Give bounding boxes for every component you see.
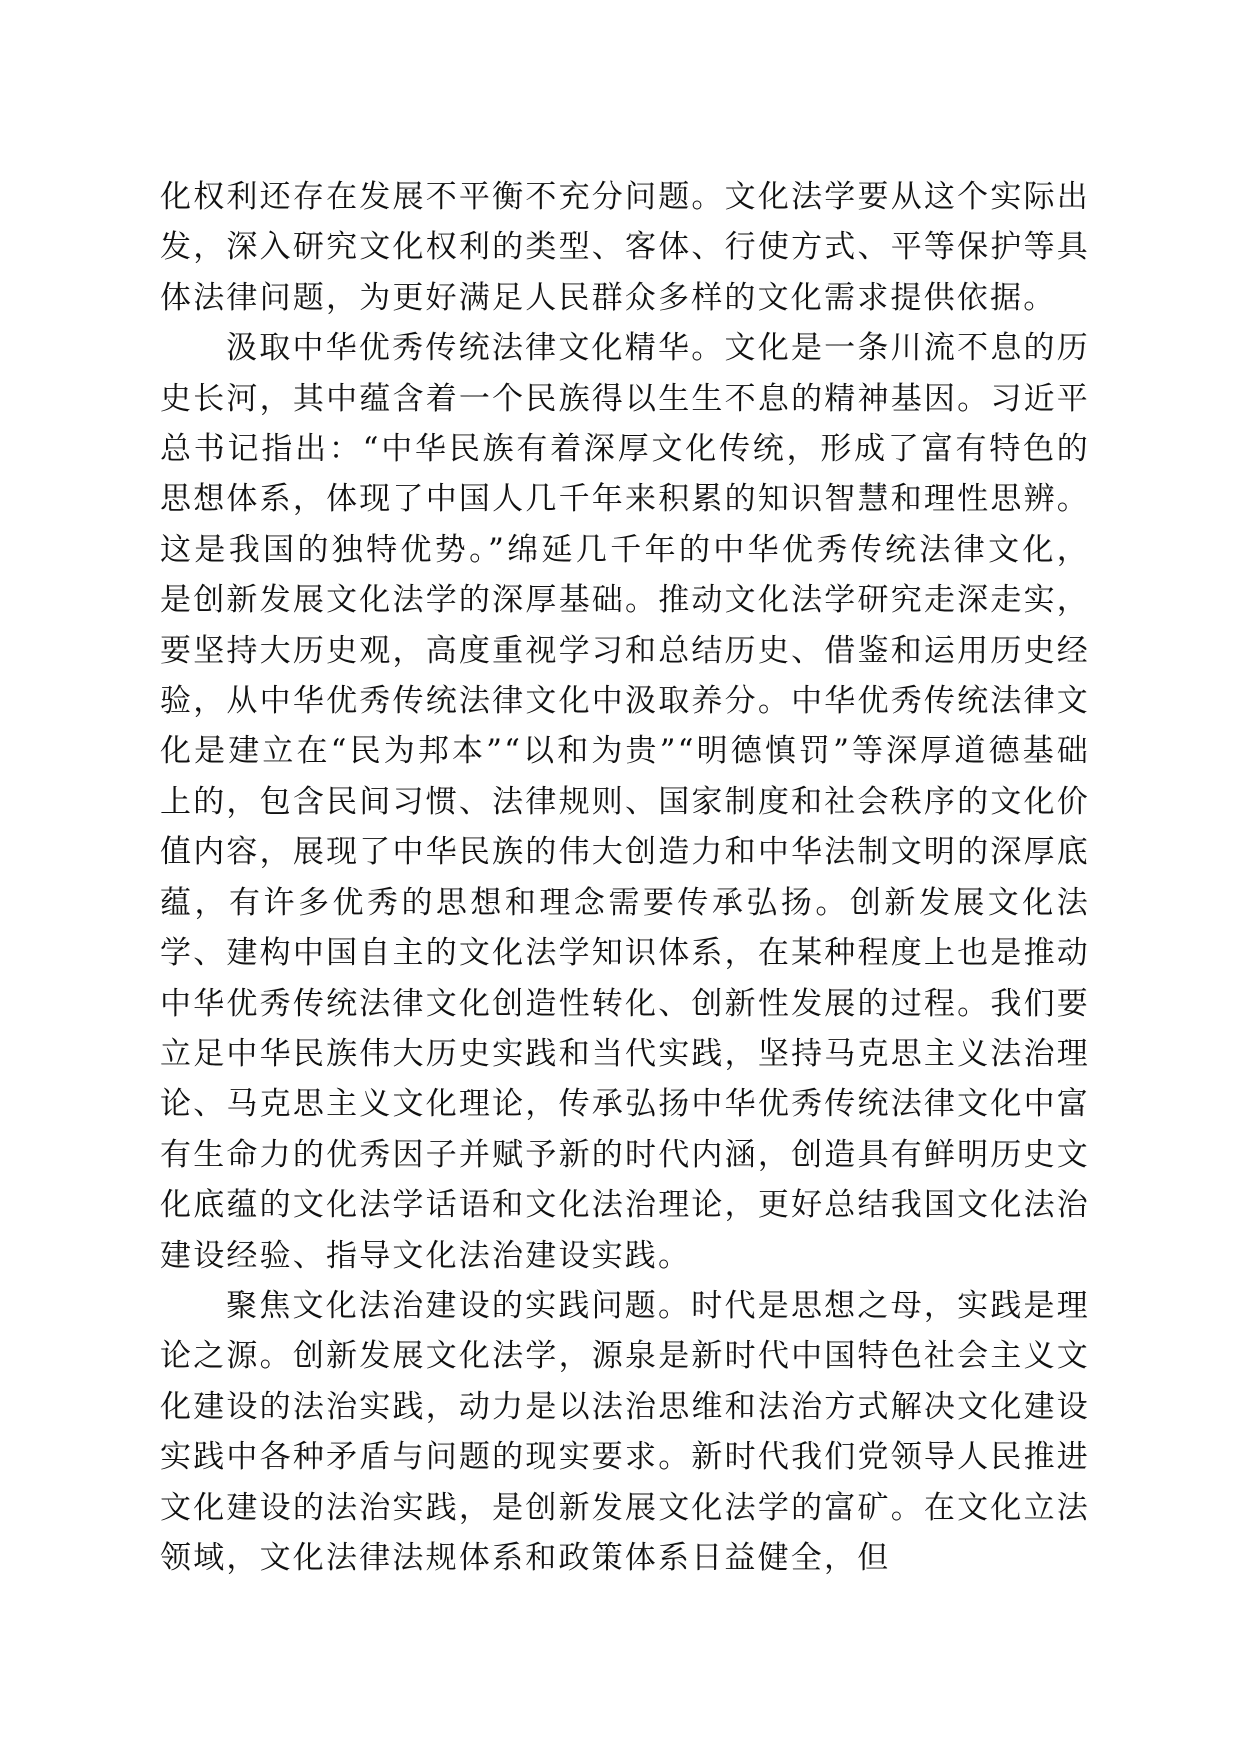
paragraph-cultural-rights: 化权利还存在发展不平衡不充分问题。文化法学要从这个实际出发，深入研究文化权利的类型、客体、行使方式、平等保护等具体法律问题，为更好满足人民群众多样的文化需求提供依据。 xyxy=(160,179,1090,316)
paragraph-traditional-legal-culture: 汲取中华优秀传统法律文化精华。文化是一条川流不息的历史长河，其中蕴含着一个民族得以生生不息的精神基因。习近平总书记指出：“中华民族有着深厚文化传统，形成了富有特色的思想体系，体现了中国人几千年来积累的知识智慧和理性思辨。这是我国的独特优势。”绵延几千年的中华优秀传统法律文化，是创新发展文化法学的深厚基础。推动文化法学研究走深走实，要坚持大历史观，高度重视学习和总结历史、借鉴和运用历史经验，从中华优秀传统法律文化中汲取养分。中华优秀传统法律文化是建立在“民为邦本”“以和为贵”“明德慎罚”等深厚道德基础上的，包含民间习惯、法律规则、国家制度和社会秩序的文化价值内容，展现了中华民族的伟大创造力和中华法制文明的深厚底蕴，有许多优秀的思想和理念需要传承弘扬。创新发展文化法学、建构中国自主的文化法学知识体系，在某种程度上也是推动中华优秀传统法律文化创造性转化、创新性发展的过程。我们要立足中华民族伟大历史实践和当代实践，坚持马克思主义法治理论、马克思主义文化理论，传承弘扬中华优秀传统法律文化中富有生命力的优秀因子并赋予新的时代内涵，创造具有鲜明历史文化底蕴的文化法学话语和文化法治理论，更好总结我国文化法治建设经验、指导文化法治建设实践。 xyxy=(160,330,1090,1274)
paragraph-rule-of-law-practice: 聚焦文化法治建设的实践问题。时代是思想之母，实践是理论之源。创新发展文化法学，源泉是新时代中国特色社会主义文化建设的法治实践，动力是以法治思维和法治方式解决文化建设实践中各种矛盾与问题的现实要求。新时代我们党领导人民推进文化建设的法治实践，是创新发展文化法学的富矿。在文化立法领域，文化法律法规体系和政策体系日益健全，但 xyxy=(160,1287,1090,1576)
document-body xyxy=(160,172,1090,1583)
